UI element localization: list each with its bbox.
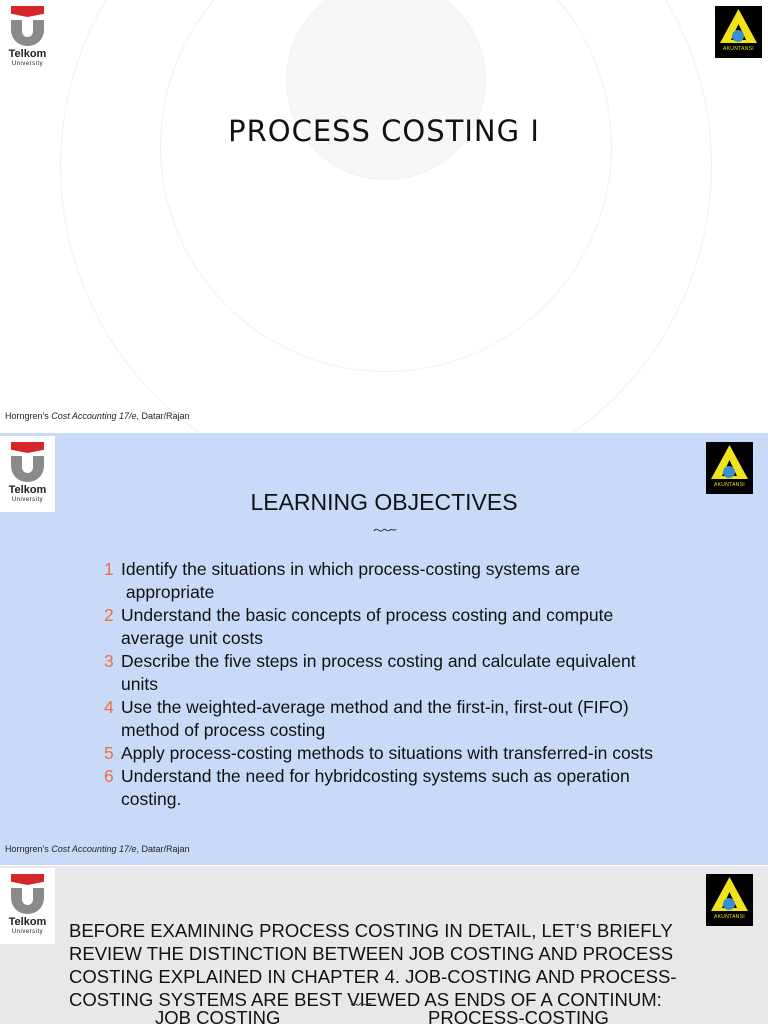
logo-subname: University — [11, 61, 44, 67]
akuntansi-label: AKUNTANSI — [714, 482, 745, 488]
ornament-icon — [373, 525, 397, 535]
objective-text-cont: method of process costing — [121, 720, 326, 740]
objective-number: 5 — [104, 743, 114, 763]
slide-job-vs-process — [0, 866, 768, 1024]
globe-icon — [723, 466, 735, 478]
objective-text: Identify the situations in which process-costing systems are — [121, 559, 581, 579]
objective-text: Understand the need for hybridcosting systems such as operation — [121, 766, 630, 786]
flag-icon — [11, 874, 44, 885]
akuntansi-label: AKUNTANSI — [723, 46, 754, 52]
objective-text: Understand the basic concepts of process costing and compute — [121, 605, 614, 625]
objective-item — [104, 604, 724, 650]
objective-number: 3 — [104, 651, 114, 671]
u-emblem-icon — [11, 888, 44, 914]
objective-text-cont: costing. — [121, 789, 182, 809]
objective-number: 6 — [104, 766, 114, 786]
logo-subname: University — [11, 929, 44, 935]
background-ring — [60, 0, 712, 432]
objective-number: 4 — [104, 697, 114, 717]
slide-learning-objectives — [0, 433, 768, 865]
logo-name: Telkom — [8, 916, 47, 928]
globe-icon — [732, 30, 744, 42]
u-emblem-icon — [11, 456, 44, 482]
objective-text-cont: units — [121, 674, 158, 694]
flag-icon — [11, 6, 44, 17]
logo-name: Telkom — [8, 484, 47, 496]
slide-footer — [5, 411, 190, 421]
objective-number: 1 — [104, 559, 114, 579]
akuntansi-label: AKUNTANSI — [714, 914, 745, 920]
logo-name: Telkom — [8, 48, 47, 60]
objective-item — [104, 696, 724, 742]
akuntansi-logo — [706, 442, 753, 494]
learning-objectives-title: LEARNING OBJECTIVES — [250, 489, 518, 515]
objective-item — [104, 742, 724, 765]
footer-prefix: Horngren's — [5, 844, 52, 854]
job-costing-label: JOB COSTING — [155, 1007, 281, 1024]
objective-number: 2 — [104, 605, 114, 625]
flag-icon — [11, 442, 44, 453]
objective-text-cont: appropriate — [121, 582, 215, 602]
slide-title — [0, 0, 768, 432]
slide-title-text: PROCESS COSTING I — [228, 114, 540, 148]
slide-footer — [5, 844, 190, 854]
footer-book: Cost Accounting 17/e — [51, 844, 137, 854]
u-emblem-icon — [11, 20, 44, 46]
footer-book: Cost Accounting 17/e — [51, 411, 137, 421]
telkom-university-logo — [0, 0, 55, 76]
globe-icon — [723, 898, 735, 910]
objective-item — [104, 650, 724, 696]
objective-text: Describe the five steps in process costing and calculate equivalent — [121, 651, 636, 671]
footer-prefix: Horngren's — [5, 411, 52, 421]
objective-text-cont: average unit costs — [121, 628, 264, 648]
objective-text: Apply process-costing methods to situations with transferred-in costs — [121, 743, 654, 763]
ornament-icon — [350, 999, 372, 1009]
objective-item — [104, 558, 724, 604]
process-costing-label: PROCESS-COSTING — [428, 1007, 609, 1024]
telkom-university-logo — [0, 868, 55, 944]
akuntansi-logo — [715, 6, 762, 58]
objective-text: Use the weighted-average method and the first-in, first-out (FIFO) — [121, 697, 629, 717]
footer-suffix: , Datar/Rajan — [136, 411, 190, 421]
footer-suffix: , Datar/Rajan — [136, 844, 190, 854]
objectives-list — [104, 558, 724, 811]
slide-body-text: BEFORE EXAMINING PROCESS COSTING IN DETAIL, LET’S BRIEFLY REVIEW THE DISTINCTION BETWEEN JOB COSTING AND PROCESS COSTING EXPLAINED IN CHAPTER 4. JOB-COSTING AND PROCESS-COSTING SYSTEMS ARE BEST VIEWED AS ENDS OF A CONTINUM: — [69, 920, 677, 1010]
logo-subname: University — [11, 497, 44, 503]
objective-item — [104, 765, 724, 811]
